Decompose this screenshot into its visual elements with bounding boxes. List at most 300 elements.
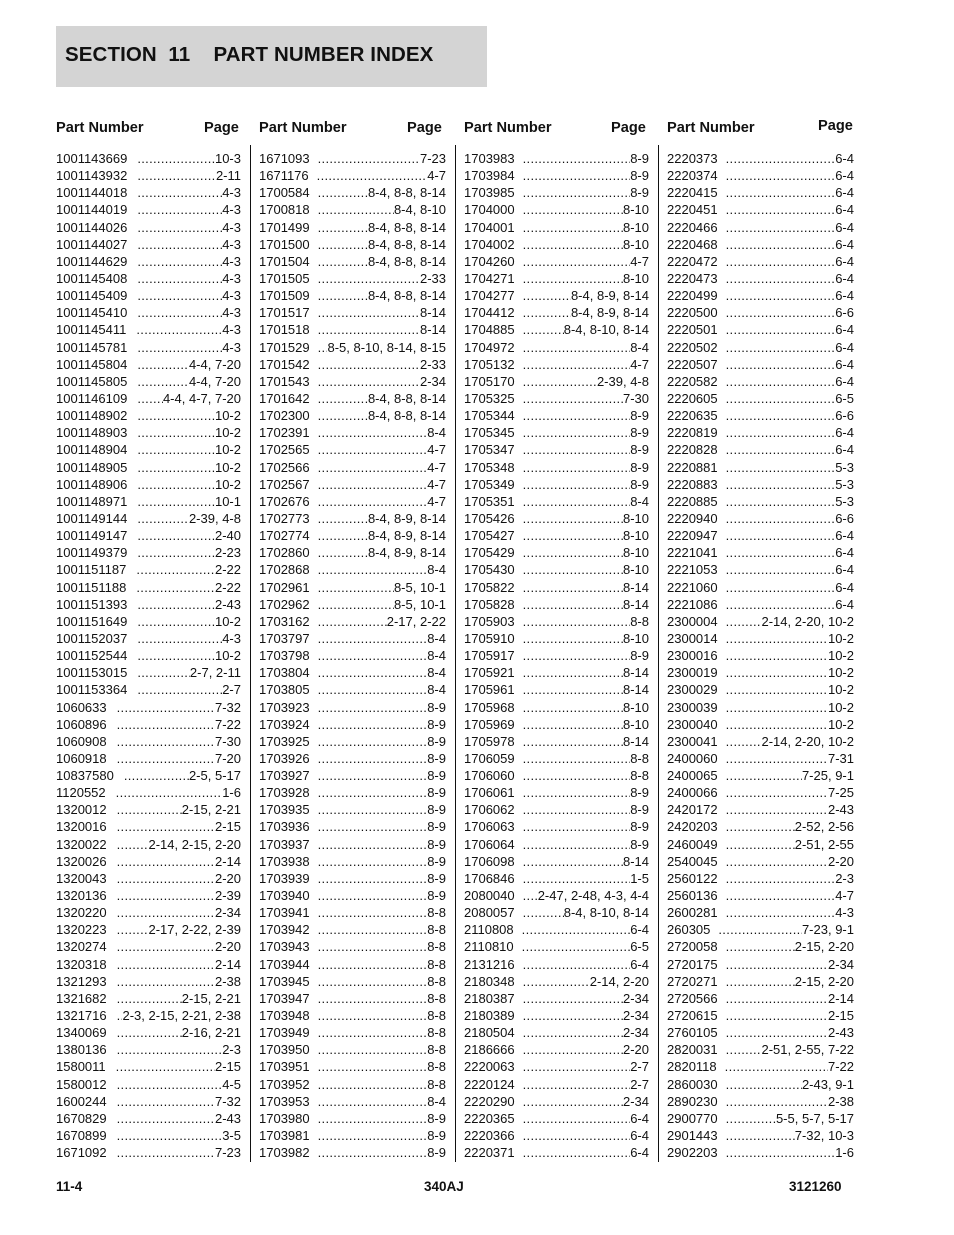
index-entry [464, 853, 649, 870]
part-number: 2820118 [667, 1059, 717, 1075]
part-number: 2720566 [667, 990, 718, 1006]
part-number: 1706060 [464, 768, 515, 784]
part-number: 260305 [667, 922, 711, 938]
dot-leader [522, 938, 631, 955]
part-number: 1580012 [56, 1076, 107, 1092]
page-reference: 10-2 [827, 699, 854, 715]
part-number: 1001152037 [56, 630, 128, 646]
dot-leader [117, 733, 215, 750]
page-reference: 2-33 [419, 270, 446, 286]
dot-leader [137, 253, 222, 270]
dot-leader [523, 356, 631, 373]
page-reference: 6-4 [835, 236, 854, 252]
part-number: 1703981 [259, 1128, 310, 1144]
dot-leader [117, 716, 215, 733]
index-entry [56, 167, 241, 184]
part-number: 1706062 [464, 802, 515, 818]
part-number: 1001144026 [56, 219, 128, 235]
index-entry [667, 887, 854, 904]
part-number: 1703923 [259, 699, 310, 715]
part-number: 1703926 [259, 750, 310, 766]
dot-leader [318, 510, 368, 527]
part-number: 1001145781 [56, 339, 128, 355]
dot-leader [117, 904, 215, 921]
part-number: 1320022 [56, 836, 107, 852]
part-number: 1701504 [259, 253, 310, 269]
page-reference: 6-4 [835, 151, 854, 166]
dot-leader [117, 1144, 215, 1161]
page-reference: 2-11 [215, 168, 241, 184]
part-number: 1705349 [464, 476, 515, 492]
part-number: 1702961 [259, 579, 310, 595]
index-entry [667, 184, 854, 201]
part-number: 1001146109 [56, 390, 128, 406]
dot-leader [523, 424, 631, 441]
dot-leader [117, 1110, 215, 1127]
page-reference: 2-15, 2-20 [794, 973, 854, 989]
page-header: Page [204, 120, 239, 136]
index-entry [667, 544, 854, 561]
dot-leader [137, 287, 222, 304]
dot-leader [523, 1144, 631, 1161]
part-number: 2720615 [667, 1008, 718, 1024]
index-entry [56, 544, 241, 561]
index-entry [56, 304, 241, 321]
page-reference: 8-5, 10-1 [393, 596, 446, 612]
index-entry [464, 253, 649, 270]
index-entry [56, 613, 241, 630]
index-entry [667, 1024, 854, 1041]
index-entry [259, 339, 446, 356]
part-number: 1705430 [464, 562, 515, 578]
part-number: 2300029 [667, 682, 718, 698]
index-entry [259, 493, 446, 510]
page-reference: 2-38 [214, 973, 241, 989]
dot-leader [318, 630, 428, 647]
index-entry [464, 1007, 649, 1024]
part-number: 1671093 [259, 151, 310, 166]
dot-leader [523, 339, 631, 356]
index-entry [667, 493, 854, 510]
index-entry [667, 390, 854, 407]
part-number: 1001144629 [56, 253, 128, 269]
part-number: 2221041 [667, 545, 718, 561]
dot-leader [318, 270, 420, 287]
index-entry [259, 681, 446, 698]
dot-leader [726, 219, 836, 236]
page-reference: 10-2 [827, 716, 854, 732]
dot-leader [318, 664, 428, 681]
dot-leader [523, 373, 597, 390]
part-number: 1705429 [464, 545, 515, 561]
page-reference: 8-9 [630, 802, 649, 818]
part-number: 2220374 [667, 168, 718, 184]
page-reference: 8-8 [427, 1076, 446, 1092]
page-reference: 4-7 [427, 442, 446, 458]
page-reference: 10-2 [214, 425, 241, 441]
dot-leader [726, 407, 836, 424]
part-number: 1704412 [464, 305, 515, 321]
part-number: 1001148905 [56, 459, 128, 475]
dot-leader [523, 561, 623, 578]
part-number: 1703938 [259, 853, 310, 869]
index-entry [667, 801, 854, 818]
index-entry [667, 699, 854, 716]
index-entry [56, 1007, 241, 1024]
page-reference: 4-3 [222, 288, 241, 304]
dot-leader [726, 321, 836, 338]
index-entry [464, 750, 649, 767]
part-number: 2080040 [464, 888, 515, 904]
dot-leader [117, 1127, 223, 1144]
index-entry [464, 1127, 649, 1144]
index-entry [464, 321, 649, 338]
part-number: 1705170 [464, 373, 515, 389]
page-reference: 2-15, 2-20 [794, 939, 854, 955]
dot-leader [523, 287, 571, 304]
index-entry [464, 990, 649, 1007]
dot-leader [318, 1058, 428, 1075]
part-number: 1001151393 [56, 596, 128, 612]
page-reference: 2-34 [622, 1025, 649, 1041]
part-number: 1706098 [464, 853, 515, 869]
dot-leader [523, 699, 623, 716]
index-entry [667, 356, 854, 373]
index-entry [259, 441, 446, 458]
page-reference: 8-4, 8-8, 8-14 [367, 185, 446, 201]
dot-leader [523, 321, 564, 338]
dot-leader [726, 1024, 828, 1041]
dot-leader [522, 921, 631, 938]
page-reference: 2-5, 5-17 [188, 768, 241, 784]
index-entry [464, 716, 649, 733]
dot-leader [137, 441, 215, 458]
part-number: 1702565 [259, 442, 310, 458]
index-entry [667, 1041, 854, 1058]
page-reference: 6-4 [835, 270, 854, 286]
index-entry [667, 921, 854, 938]
page-reference: 8-4, 8-8, 8-14 [367, 253, 446, 269]
index-entry [667, 1007, 854, 1024]
page-reference: 8-8 [427, 1059, 446, 1075]
part-number: 1701505 [259, 270, 310, 286]
dot-leader [523, 750, 631, 767]
dot-leader [318, 801, 428, 818]
part-number: 1321716 [56, 1008, 107, 1024]
page-reference: 2-51, 2-55, 7-22 [761, 1042, 854, 1058]
index-entry [56, 836, 241, 853]
index-entry [464, 544, 649, 561]
page-reference: 8-10 [622, 562, 649, 578]
index-entry [667, 441, 854, 458]
part-number: 2890230 [667, 1093, 718, 1109]
index-entry [259, 1041, 446, 1058]
dot-leader [318, 921, 428, 938]
page-reference: 10-2 [214, 408, 241, 424]
dot-leader [318, 973, 428, 990]
dot-leader [318, 407, 368, 424]
dot-leader [726, 647, 828, 664]
index-entry [667, 784, 854, 801]
page-reference: 6-4 [835, 253, 854, 269]
dot-leader [124, 767, 189, 784]
dot-leader [318, 253, 368, 270]
page-reference: 2-43 [827, 802, 854, 818]
part-number: 1703953 [259, 1093, 310, 1109]
index-entry [464, 613, 649, 630]
index-entry [259, 887, 446, 904]
part-number: 1671092 [56, 1145, 107, 1161]
part-number: 1001148903 [56, 425, 128, 441]
page-reference: 4-3 [222, 305, 241, 321]
page-reference: 5-3 [835, 459, 854, 475]
dot-leader [116, 784, 223, 801]
dot-leader [726, 544, 836, 561]
index-entry [259, 596, 446, 613]
page-reference: 8-5, 8-10, 8-14, 8-15 [327, 339, 446, 355]
part-number: 1704885 [464, 322, 515, 338]
dot-leader [318, 853, 428, 870]
dot-leader [318, 544, 368, 561]
index-entry [464, 733, 649, 750]
dot-leader [318, 493, 428, 510]
part-number: 1703162 [259, 613, 310, 629]
dot-leader [523, 664, 623, 681]
index-entry [667, 373, 854, 390]
index-entry [667, 561, 854, 578]
dot-leader [726, 441, 836, 458]
index-entry [667, 201, 854, 218]
page-reference: 7-30 [214, 733, 241, 749]
index-entry [667, 613, 854, 630]
part-number: 1701509 [259, 288, 310, 304]
index-entry [667, 459, 854, 476]
dot-leader [726, 339, 836, 356]
page-reference: 2-34 [622, 990, 649, 1006]
column-header [667, 120, 854, 150]
page-reference: 7-32 [214, 1093, 241, 1109]
index-entry [464, 681, 649, 698]
page-reference: 6-4 [630, 1128, 649, 1144]
part-number: 1706846 [464, 870, 515, 886]
index-entry [259, 750, 446, 767]
dot-leader [523, 270, 623, 287]
dot-leader [523, 1041, 623, 1058]
dot-leader [318, 1110, 428, 1127]
page-reference: 4-7 [630, 253, 649, 269]
index-entry [56, 853, 241, 870]
part-number: 2110808 [464, 922, 514, 938]
part-number: 1703939 [259, 870, 310, 886]
index-entry [259, 647, 446, 664]
part-number: 1705426 [464, 510, 515, 526]
index-entry [56, 493, 241, 510]
index-entry [56, 1024, 241, 1041]
dot-leader [318, 201, 394, 218]
index-entry [56, 699, 241, 716]
index-entry [464, 167, 649, 184]
page-reference: 4-3 [222, 270, 241, 286]
part-number: 1703945 [259, 973, 310, 989]
part-number: 1320043 [56, 870, 107, 886]
page-reference: 8-9 [630, 648, 649, 664]
dot-leader [718, 921, 802, 938]
index-entry [464, 784, 649, 801]
part-number: 1001152544 [56, 648, 128, 664]
dot-leader [137, 304, 222, 321]
dot-leader [137, 681, 222, 698]
part-number: 1704000 [464, 202, 515, 218]
footer-page-number: 11-4 [56, 1179, 83, 1194]
dot-leader [523, 630, 623, 647]
index-entry [464, 339, 649, 356]
index-entry [259, 287, 446, 304]
part-number: 2460049 [667, 836, 718, 852]
index-entry [56, 561, 241, 578]
page-reference: 8-9 [427, 733, 446, 749]
part-number: 2901443 [667, 1128, 718, 1144]
part-number: 1703948 [259, 1008, 310, 1024]
index-entry [259, 853, 446, 870]
dot-leader [523, 1024, 623, 1041]
part-number: 1001144019 [56, 202, 128, 218]
dot-leader [318, 321, 420, 338]
dot-leader [318, 150, 420, 167]
part-number: 1001144018 [56, 185, 128, 201]
column-divider [658, 145, 659, 1162]
index-entry [56, 476, 241, 493]
dot-leader [726, 561, 836, 578]
index-entry [667, 579, 854, 596]
dot-leader [726, 1127, 795, 1144]
part-number: 1701642 [259, 390, 310, 406]
index-entry [259, 818, 446, 835]
dot-leader [318, 579, 394, 596]
page-reference: 8-14 [419, 322, 446, 338]
dot-leader [117, 956, 215, 973]
part-number: 2220366 [464, 1128, 515, 1144]
dot-leader [137, 407, 215, 424]
dot-leader [523, 613, 631, 630]
page-reference: 8-9 [427, 853, 446, 869]
page-reference: 2-43 [214, 1110, 241, 1126]
index-entry [259, 579, 446, 596]
index-entry [56, 647, 241, 664]
index-entry [56, 767, 241, 784]
part-number: 1704271 [464, 270, 515, 286]
page-reference: 8-8 [427, 1025, 446, 1041]
page-reference: 8-4 [427, 425, 446, 441]
page-reference: 8-14 [622, 682, 649, 698]
dot-leader [523, 818, 631, 835]
dot-leader [523, 647, 631, 664]
dot-leader [726, 253, 836, 270]
page-reference: 8-4 [427, 665, 446, 681]
part-number: 1702868 [259, 562, 310, 578]
part-number: 2300039 [667, 699, 718, 715]
dot-leader [137, 459, 215, 476]
page-reference: 6-4 [835, 339, 854, 355]
index-entry [56, 356, 241, 373]
index-entry [667, 1110, 854, 1127]
part-number: 1704260 [464, 253, 515, 269]
dot-leader [523, 527, 623, 544]
page-reference: 10-2 [214, 476, 241, 492]
index-entry [667, 424, 854, 441]
part-number: 1705427 [464, 528, 515, 544]
part-number: 1001145409 [56, 288, 128, 304]
dot-leader [726, 1041, 762, 1058]
page-reference: 8-10 [622, 699, 649, 715]
page-reference: 5-3 [835, 476, 854, 492]
page-reference: 7-32 [214, 699, 241, 715]
index-entry [667, 287, 854, 304]
index-entry [259, 544, 446, 561]
dot-leader [726, 990, 828, 1007]
page-reference: 8-9 [427, 888, 446, 904]
page-reference: 6-4 [835, 219, 854, 235]
page-reference: 6-4 [835, 579, 854, 595]
dot-leader [318, 836, 428, 853]
index-entry [667, 836, 854, 853]
dot-leader [523, 596, 623, 613]
part-number: 2220373 [667, 151, 718, 166]
part-number: 1701517 [259, 305, 310, 321]
dot-leader [523, 493, 631, 510]
part-number: 2220473 [667, 270, 718, 286]
part-number: 1702300 [259, 408, 310, 424]
index-entry [259, 767, 446, 784]
dot-leader [523, 904, 564, 921]
dot-leader [726, 201, 836, 218]
page-reference: 4-7 [427, 476, 446, 492]
part-number: 1705828 [464, 596, 515, 612]
index-entry [259, 1007, 446, 1024]
page-reference: 8-8 [630, 750, 649, 766]
page-reference: 1-6 [222, 785, 241, 801]
index-entry [56, 201, 241, 218]
dot-leader [523, 407, 631, 424]
part-number: 1703936 [259, 819, 310, 835]
part-number: 1001145805 [56, 373, 128, 389]
part-number: 1701499 [259, 219, 310, 235]
part-number: 2900770 [667, 1110, 718, 1126]
page-reference: 7-23 [419, 151, 446, 166]
dot-leader [116, 1058, 215, 1075]
page-reference: 2-15 [214, 819, 241, 835]
index-entry [56, 510, 241, 527]
index-entry [259, 184, 446, 201]
dot-leader [726, 304, 836, 321]
part-number: 2420172 [667, 802, 718, 818]
page-reference: 8-10 [622, 236, 649, 252]
part-number: 1001153015 [56, 665, 128, 681]
dot-leader [117, 870, 215, 887]
part-number: 1580011 [56, 1059, 106, 1075]
part-number: 1702676 [259, 493, 310, 509]
dot-leader [726, 184, 836, 201]
index-entry [667, 321, 854, 338]
page-reference: 6-6 [835, 305, 854, 321]
dot-leader [318, 339, 328, 356]
dot-leader [137, 510, 189, 527]
page-reference: 4-7 [427, 168, 446, 184]
part-number: 1703925 [259, 733, 310, 749]
dot-leader [117, 750, 215, 767]
page-reference: 3-5 [222, 1128, 241, 1144]
dot-leader [318, 956, 428, 973]
part-number: 1703943 [259, 939, 310, 955]
